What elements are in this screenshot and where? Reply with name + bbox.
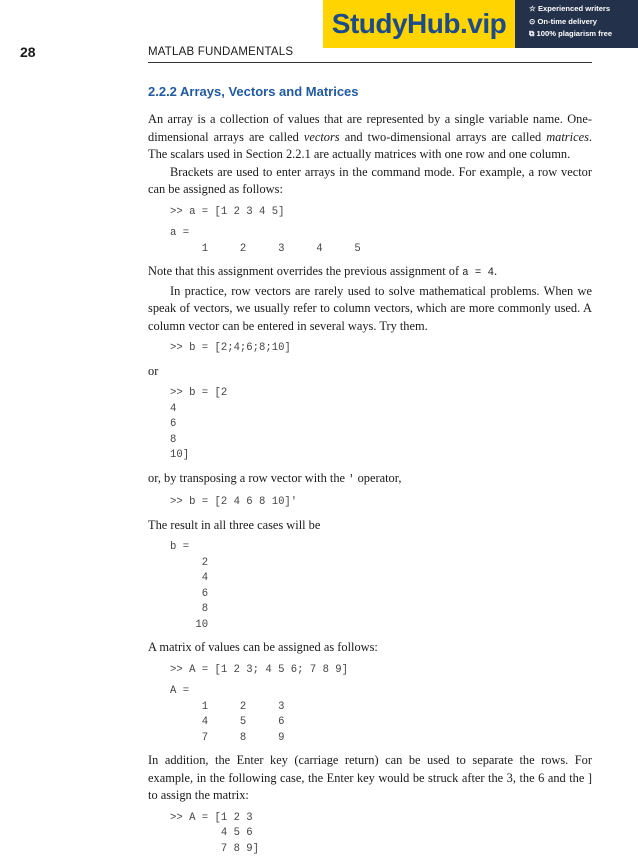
code-block: >> A = [1 2 3; 4 5 6; 7 8 9] (170, 663, 592, 679)
page-body (148, 84, 592, 857)
code-block: >> b = [2 4 6 8 10]' (170, 495, 592, 511)
code-block: >> A = [1 2 3 4 5 6 7 8 9] (170, 811, 592, 857)
studyhub-logo[interactable]: StudyHub.vip (323, 0, 515, 48)
paragraph: In practice, row vectors are rarely used to solve mathematical problems. When we speak of vectors, we usually refer to column vectors, which are more commonly used. A column vector can be entered in several ways. Try them. (148, 283, 592, 336)
code-output: a = 1 2 3 4 5 (170, 226, 592, 257)
promo-item: ⧉ 100% plagiarism free (529, 28, 638, 41)
page-header (0, 0, 638, 62)
paragraph: Brackets are used to enter arrays in the command mode. For example, a row vector can be assigned as follows: (148, 164, 592, 199)
paragraph: or (148, 363, 592, 381)
promo-item: ⊙ On-time delivery (529, 16, 638, 29)
code-output: b = 2 4 6 8 10 (170, 540, 592, 633)
copy-icon: ⧉ (529, 29, 534, 38)
code-block: >> b = [2 4 6 8 10] (170, 386, 592, 464)
code-block: >> b = [2;4;6;8;10] (170, 341, 592, 357)
promo-panel[interactable] (515, 0, 638, 48)
paragraph: Note that this assignment overrides the previous assignment of a = 4. (148, 263, 592, 283)
paragraph: An array is a collection of values that are represented by a single variable name. One-dimensional arrays are called vectors and two-dimensional arrays are called matrices. The scalars used in Section 2.2.1 are actually matrices with one row and one column. (148, 111, 592, 164)
header-rule (148, 62, 592, 63)
promo-item: ☆ Experienced writers (529, 3, 638, 16)
paragraph: A matrix of values can be assigned as follows: (148, 639, 592, 657)
paragraph: In addition, the Enter key (carriage return) can be used to separate the rows. For example, in the following case, the Enter key would be struck after the 3, the 6 and the ] to assign the matrix: (148, 752, 592, 805)
clock-icon: ⊙ (529, 17, 535, 26)
paragraph: or, by transposing a row vector with the ' operator, (148, 470, 592, 490)
code-output: A = 1 2 3 4 5 6 7 8 9 (170, 684, 592, 746)
paragraph: The result in all three cases will be (148, 517, 592, 535)
running-title: MATLAB FUNDAMENTALS (148, 46, 293, 58)
star-icon: ☆ (529, 4, 536, 13)
code-block: >> a = [1 2 3 4 5] (170, 205, 592, 221)
page-number: 28 (20, 44, 36, 60)
section-title: 2.2.2 Arrays, Vectors and Matrices (148, 84, 592, 99)
